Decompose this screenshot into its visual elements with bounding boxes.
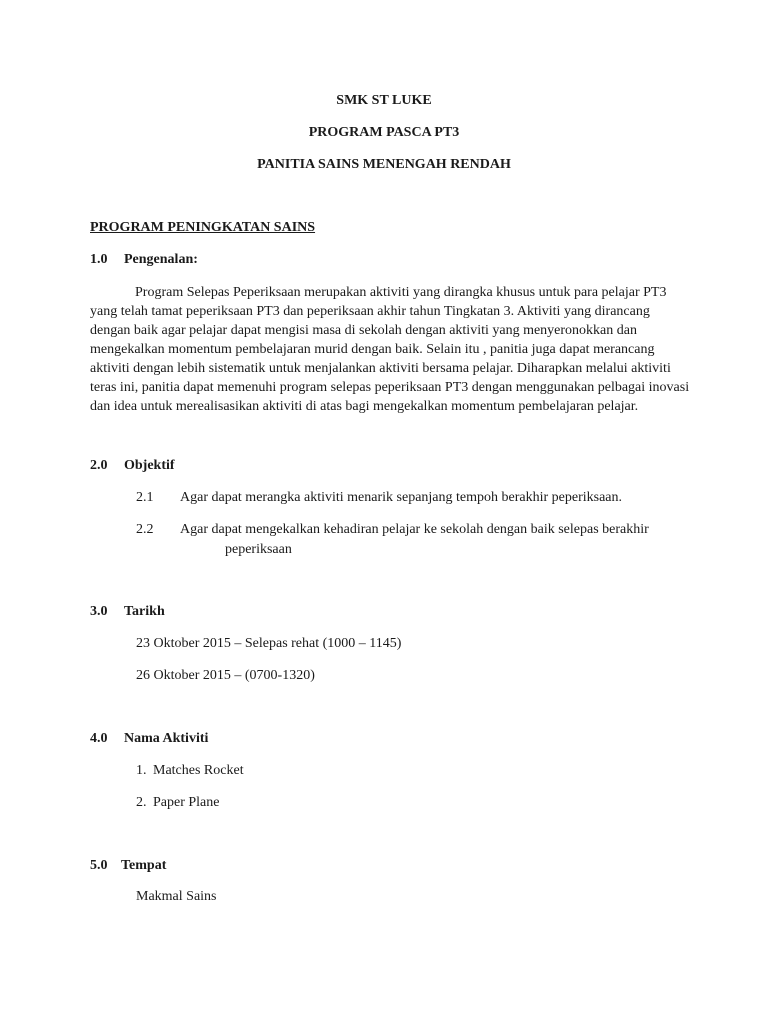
date-line: 26 Oktober 2015 – (0700-1320): [136, 668, 315, 683]
school-name: SMK ST LUKE: [336, 93, 432, 108]
date-line: 23 Oktober 2015 – Selepas rehat (1000 – 1145): [136, 636, 402, 651]
section-title: Tarikh: [124, 604, 165, 619]
section-number: 2.0: [90, 458, 108, 473]
list-item-number: 2.: [136, 795, 147, 810]
document-title: PROGRAM PENINGKATAN SAINS: [90, 220, 316, 235]
introduction-paragraph: Program Selepas Peperiksaan merupakan aktiviti yang dirangka khusus untuk para pelajar PT3 yang telah tamat peperiksaan PT3 dan peperiksaan akhir tahun Tingkatan 3. Aktiviti yang dirancang dengan baik agar pelajar dapat mengisi masa di sekolah dengan aktiviti yang menyeronokkan dan mengekalkan momentum pembelajaran murid dengan baik. Selain itu , panitia juga dapat merancang aktiviti dengan lebih sistematik untuk menjalankan aktiviti bersama pelajar. Diharapkan melalui aktiviti teras ini, panitia dapat memenuhi program selepas peperiksaan PT3 dengan menggunakan pelbagai inovasi dan idea untuk merealisasikan aktiviti di atas bagi mengekalkan momentum pembelajaran pelajar.: [90, 285, 690, 414]
section-number: 1.0: [90, 252, 108, 267]
panel-name: PANITIA SAINS MENENGAH RENDAH: [257, 157, 511, 172]
section-number: 3.0: [90, 604, 108, 619]
list-item: Paper Plane: [153, 795, 220, 810]
list-item-number: 2.1: [136, 490, 154, 505]
list-item: Agar dapat mengekalkan kehadiran pelajar ke sekolah dengan baik selepas berakhir: [180, 522, 649, 537]
list-item-continuation: peperiksaan: [225, 542, 292, 557]
list-item-number: 2.2: [136, 522, 154, 537]
list-item-number: 1.: [136, 763, 147, 778]
section-title: Nama Aktiviti: [124, 731, 209, 746]
section-number: 4.0: [90, 731, 108, 746]
list-item: Agar dapat merangka aktiviti menarik sepanjang tempoh berakhir peperiksaan.: [180, 490, 622, 505]
section-title: Pengenalan:: [124, 252, 198, 267]
location-value: Makmal Sains: [136, 889, 217, 904]
program-title: PROGRAM PASCA PT3: [308, 125, 460, 140]
list-item: Matches Rocket: [153, 763, 244, 778]
section-number: 5.0: [90, 858, 108, 873]
section-title: Objektif: [124, 458, 175, 473]
section-title: Tempat: [121, 858, 167, 873]
